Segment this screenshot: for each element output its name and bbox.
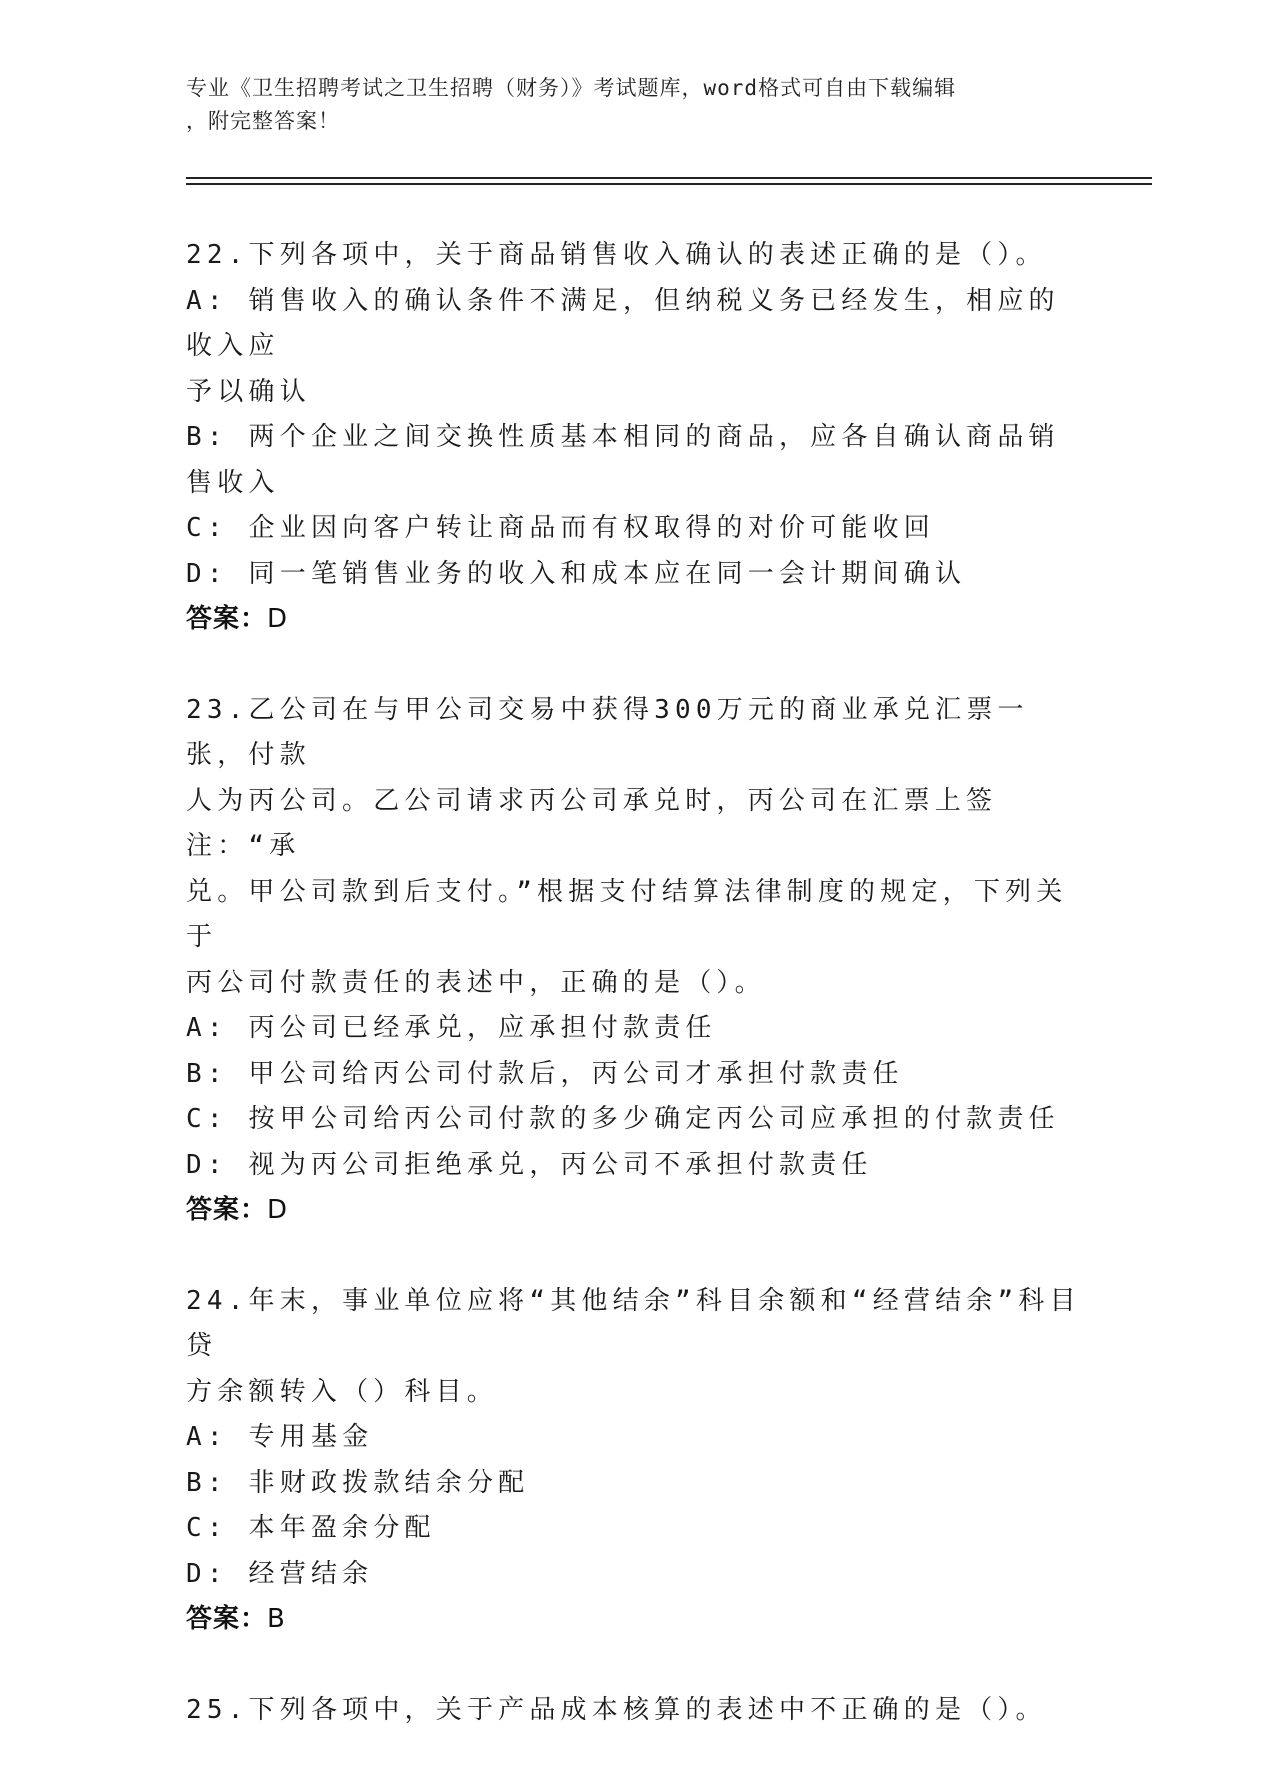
question-stem: 25.下列各项中，关于产品成本核算的表述中不正确的是（）。 [186, 1694, 1047, 1725]
option-c: C: 本年盈余分配 [186, 1513, 436, 1543]
answer-label: 答案： [186, 1195, 268, 1225]
question-stem: 丙公司付款责任的表述中，正确的是（）。 [186, 967, 766, 998]
answer-label: 答案： [186, 1604, 268, 1634]
answer-line [186, 1188, 1086, 1234]
answer-label: 答案： [186, 604, 268, 634]
answer-line [186, 1597, 1086, 1643]
question-stem: 22.下列各项中，关于商品销售收入确认的表述正确的是（）。 [186, 240, 1047, 270]
answer-value: D [267, 1195, 289, 1225]
question-stem: 人为丙公司。乙公司请求丙公司承兑时，丙公司在汇票上签注：“承 [186, 785, 998, 861]
option-a: A: 销售收入的确认条件不满足，但纳税义务已经发生，相应的收入应 [186, 285, 1060, 361]
option-b: B: 甲公司给丙公司付款后，丙公司才承担付款责任 [186, 1058, 904, 1089]
header-line-1: 专业《卫生招聘考试之卫生招聘（财务）》考试题库，word格式可自由下载编辑 [186, 76, 957, 100]
option-a-continued: 予以确认 [186, 376, 311, 407]
option-a: A: 丙公司已经承兑，应承担付款责任 [186, 1013, 717, 1043]
header-divider-bottom [186, 183, 1152, 185]
option-c: C: 企业因向客户转让商品而有权取得的对价可能收回 [186, 513, 935, 543]
option-d: D: 经营结余 [186, 1558, 374, 1589]
answer-value: D [267, 604, 289, 634]
option-c: C: 按甲公司给丙公司付款的多少确定丙公司应承担的付款责任 [186, 1104, 1060, 1134]
question-list [186, 233, 1086, 1778]
option-d: D: 视为丙公司拒绝承兑，丙公司不承担付款责任 [186, 1149, 873, 1180]
question-22 [186, 233, 1086, 643]
question-stem: 24.年末，事业单位应将“其他结余”科目余额和“经营结余”科目贷 [186, 1285, 1081, 1361]
question-stem: 23.乙公司在与甲公司交易中获得300万元的商业承兑汇票一张，付款 [186, 694, 1029, 770]
question-stem: 方余额转入（）科目。 [186, 1376, 499, 1407]
option-a: A: 专用基金 [186, 1422, 374, 1452]
option-b: B: 两个企业之间交换性质基本相同的商品，应各自确认商品销售收入 [186, 422, 1060, 498]
header-line-2: ，附完整答案！ [186, 109, 340, 133]
question-23 [186, 688, 1086, 1234]
question-24 [186, 1279, 1086, 1643]
question-stem: 兑。甲公司款到后支付。”根据支付结算法律制度的规定，下列关于 [186, 876, 1068, 952]
document-header [186, 72, 1066, 138]
header-divider-top [186, 177, 1152, 179]
option-d: D: 同一笔销售业务的收入和成本应在同一会计期间确认 [186, 558, 967, 589]
answer-line [186, 597, 1086, 643]
option-b: B: 非财政拨款结余分配 [186, 1467, 530, 1498]
answer-value: B [267, 1604, 286, 1634]
question-25 [186, 1688, 1086, 1734]
